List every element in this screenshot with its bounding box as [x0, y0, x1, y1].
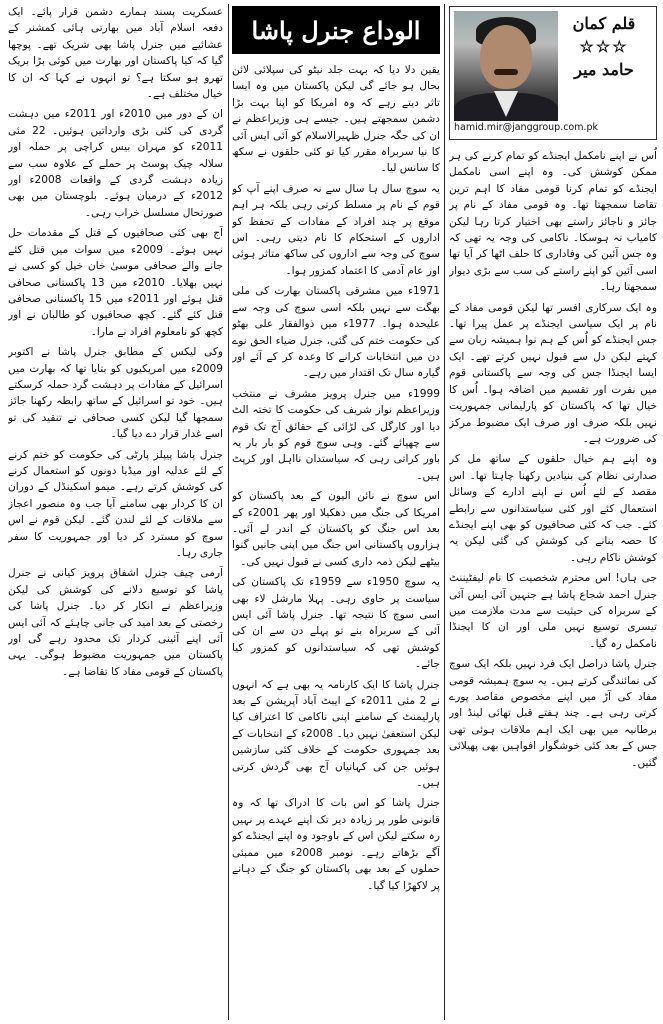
paragraph: آج بھی کئی صحافیوں کے قتل کے مقدمات حل نہیں ہوئے۔ 2009ء میں سوات میں قتل کئے جانے والے صحافی موسیٰ خان خیل کو کسی نے نہیں بھلایا۔ 2010ء میں 13 پاکستانی صحافی قتل ہوئے اور 2011ء میں 15 پاکستانی صحافی قتل کئے گئے۔ کچھ صحافیوں کو طالبان نے اور کچھ کو نامعلوم افراد نے مارا۔ — [8, 227, 223, 338]
paragraph: یقین دلا دیا کہ بہت جلد نیٹو کی سپلائی لائن بحال ہو جائے گی لیکن پاکستان میں وہ ایسا تاثر دیتے رہے کہ وہ امریکا کو اپنا بہت بڑا دشمن سمجھتے ہیں۔ جیسے ہی وزیراعظم نے ان کی جگہ جنرل ظہیرالاسلام کو آئی ایس آئی کا نیا سربراہ مقرر کیا تو کئی حلقوں نے سکھ کا سانس لیا۔ — [232, 64, 440, 175]
article-column-left — [8, 4, 223, 1020]
paragraph: آرمی چیف جنرل اشفاق پرویز کیانی نے جنرل پاشا کو توسیع دلانے کی کوشش کی لیکن وزیراعظم نے انکار کر دیا۔ جنرل پاشا کی رخصتی کے بعد امید کی جانی چاہئے کہ آئی ایس آئی اپنے آئینی کردار تک محدود رہے گی اور پاکستان میں جمہوریت مضبوط ہوگی۔ یہی پاکستان کے قومی مفاد کا تقاضا ہے۔ — [8, 567, 223, 678]
article-column-right — [449, 6, 657, 1020]
paragraph: عسکریت پسند ہمارے دشمن قرار پائے۔ ایک دفعہ اسلام آباد میں بھارتی ہائی کمشنر کے عشائیے میں جنرل پاشا بھی شریک تھے۔ پوچھا گیا کہ کیا پاکستان اور بھارت میں کوئی بڑا بریک تھرو ہو سکتا ہے؟ تو انہوں نے کہا کہ ان کا خیال مختلف ہے۔ — [8, 6, 223, 101]
article-column-middle — [232, 62, 440, 1020]
column-name: قلم کمان — [572, 14, 636, 33]
author-email[interactable]: hamid.mir@janggroup.com.pk — [454, 121, 599, 133]
paragraph: اس سوچ نے نائن الیون کے بعد پاکستان کو امریکا کی جنگ میں دھکیلا اور پھر 2001ء کے بعد اس جنگ کو پاکستان کے اندر لے آئی۔ ہزاروں پاکستانی اس جنگ میں اپنی جانیں گنوا بیٹھے لیکن ذمہ داری کسی نے قبول نہیں کی۔ — [232, 490, 440, 568]
paragraph: وہ اپنے ہم خیال حلقوں کے ساتھ مل کر صدارتی نظام کی بنیادیں رکھنا چاہتا تھا۔ اس مقصد کے لئے اُس نے اپنے ادارے کے وسائل استعمال کئے اور کئی سیاستدانوں سے رابطے کئے۔ جب کہ کئی صحافیوں کو بھی اپنے ایجنڈے کا حصہ بنانے کی کوشش کی گئی لیکن یہ کوشش ناکام رہی۔ — [449, 453, 657, 564]
paragraph: جنرل پاشا پیپلز پارٹی کی حکومت کو ختم کرنے کے لئے عدلیہ اور میڈیا دونوں کو استعمال کرنے کی کوشش کرتے رہے۔ میمو اسکینڈل کے دوران ان کا کردار بھی سامنے آیا جب وہ منصور اعجاز سے ملاقات کے لئے لندن گئے۔ لیکن قوم نے اس سوچ کو مسترد کر دیا اور جمہوریت کا سفر جاری رہا۔ — [8, 448, 223, 559]
author-photo — [454, 11, 558, 121]
column-divider — [444, 4, 445, 1020]
column-title: الوداع جنرل پاشا — [232, 6, 440, 54]
paragraph: یہ سوچ 1950ء سے 1959ء تک پاکستان کی سیاست پر حاوی رہی۔ پہلا مارشل لاء بھی اسی سوچ کا نتیجہ تھا۔ جنرل پاشا آئی ایس آئی کے سربراہ بنے تو پہلے دن سے ان کی کوشش تھی کہ سیاستدانوں کو کمزور کیا جائے۔ — [232, 576, 440, 671]
column-divider — [228, 4, 229, 1020]
byline-text — [558, 13, 650, 81]
paragraph: جنرل پاشا دراصل ایک فرد نہیں بلکہ ایک سوچ کی نمائندگی کرتے ہیں۔ یہ سوچ ہمیشہ قومی مفاد کی آڑ میں اپنے مخصوص مقاصد پورے کرتی رہی ہے۔ چند ہفتے قبل تھائی لینڈ اور برطانیہ میں بھی ایک اہم ملاقات ہوئی تھی جس کے بعد کئی خوشگوار افواہیں بھی پھیلائی گئیں۔ — [449, 658, 657, 769]
paragraph: جی ہاں! اس محترم شخصیت کا نام لیفٹیننٹ جنرل احمد شجاع پاشا ہے جنہیں آئی ایس آئی کے سربراہ کی حیثیت سے مدت ملازمت میں تیسری توسیع نہیں ملی اور ان کا ایجنڈا نامکمل رہ گیا۔ — [449, 572, 657, 650]
paragraph: جنرل پاشا کو اس بات کا ادراک تھا کہ وہ قانونی طور پر زیادہ دیر تک اپنے عہدے پر نہیں رہ سکتے لیکن اس کے باوجود وہ اپنے ایجنڈے کو آگے بڑھاتے رہے۔ نومبر 2008ء میں ممبئی حملوں کے بعد بھی پاکستان کو جنگ کے دہانے پر لاکھڑا کیا گیا۔ — [232, 797, 440, 892]
paragraph: ان کے دور میں 2010ء اور 2011ء میں دہشت گردی کی کئی بڑی وارداتیں ہوئیں۔ 22 مئی 2011ء کو مہران بیس کراچی پر حملہ اور سلالہ چیک پوسٹ پر حملے کے علاوہ سب سے زیادہ دہشت گردی کے واقعات 2008ء اور 2012ء کے درمیان ہوئے۔ بلوچستان میں بھی صورتحال مسلسل خراب رہی۔ — [8, 108, 223, 219]
star-rating-icon: ☆☆☆ — [579, 37, 629, 56]
paragraph: یہ سوچ سال ہا سال سے نہ صرف اپنے آپ کو قوم کے نام پر مسلط کرتی رہی بلکہ ہر اہم موقع پر چند افراد کے مفادات کے تحفظ کو اداروں کے استحکام کا نام دیتی رہی۔ اس سوچ کی وجہ سے اداروں کی ساکھ متاثر ہوئی اور عام آدمی کا اعتماد کمزور ہوا۔ — [232, 182, 440, 277]
paragraph: 1971ء میں مشرقی پاکستان بھارت کی ملی بھگت سے نہیں بلکہ اسی سوچ کی وجہ سے علیحدہ ہوا۔ 1977ء میں ذوالفقار علی بھٹو کی حکومت ختم کی گئی، جنرل ضیاء الحق نوے دن میں انتخابات کرانے کا وعدہ کر کے آئے اور گیارہ سال تک اقتدار میں رہے۔ — [232, 285, 440, 380]
paragraph: 1999ء میں جنرل پرویز مشرف نے منتخب وزیراعظم نواز شریف کی حکومت کا تختہ الٹ دیا اور کارگل کی لڑائی کے حقائق آج تک قوم سے چھپائے گئے۔ وہی سوچ قوم کو بار بار یہ باور کراتی رہی کہ سیاستدان نااہل اور کرپٹ ہیں۔ — [232, 387, 440, 482]
author-name: حامد میر — [574, 60, 634, 80]
paragraph: جنرل پاشا کا ایک کارنامہ یہ بھی ہے کہ انہوں نے 2 مئی 2011ء کے ایبٹ آباد آپریشن کے بعد پارلیمنٹ کے سامنے اپنی ناکامی کا اعتراف کیا لیکن استعفیٰ نہیں دیا۔ 2008ء کے انتخابات کے بعد جمہوری حکومت کے خلاف کئی سازشیں ہوئیں جن کی کہانیاں آج بھی گردش کرتی ہیں۔ — [232, 678, 440, 790]
paragraph: اُس نے اپنے نامکمل ایجنڈے کو تمام کرنے کی ہر ممکن کوشش کی۔ وہ اپنے اسی نامکمل ایجنڈے کو تمام کرنا قومی مفاد کا اہم ترین تقاضا سمجھتا تھا۔ وہ قومی مفاد کے نام پر جائز و ناجائز راستے بھی اختیار کرتا رہا لیکن کامیاب نہ ہوسکا۔ ناکامی کی وجہ یہ تھی کہ وہ جس آئین کی وفاداری کا حلف اٹھا کر آیا تھا اسی آئین کو اپنے راستے کی سب سے بڑی دیوار سمجھتا رہا۔ — [449, 150, 657, 294]
paragraph: وکی لیکس کے مطابق جنرل پاشا نے اکتوبر 2009ء میں امریکیوں کو بتایا تھا کہ بھارت میں اسرائیل کے مفادات پر دہشت گرد حملہ کرسکتے ہیں۔ خود تو اسرائیل کے ساتھ رابطہ رکھنا جائز سمجھا گیا لیکن کسی صحافی نے تنقید کی تو اسے غدار قرار دے دیا گیا۔ — [8, 346, 223, 441]
paragraph: وہ ایک سرکاری افسر تھا لیکن قومی مفاد کے نام پر ایک سیاسی ایجنڈے پر عمل پیرا تھا۔ جس ایجنڈے کو اُس کے ہم نوا ہمیشہ زبان سے کہتے لیکن دل سے قبول نہیں کرتے تھے۔ ایک ایسا ایجنڈا جس کی وجہ سے پاکستانی قوم میں نفرت اور تقسیم میں اضافہ ہوا۔ اُس کا خیال تھا کہ پاکستان کو پارلیمانی جمہوریت نہیں بلکہ صرف اور صرف ایک مضبوط مرکز کی ضرورت ہے۔ — [449, 301, 657, 445]
byline-box — [449, 6, 657, 140]
